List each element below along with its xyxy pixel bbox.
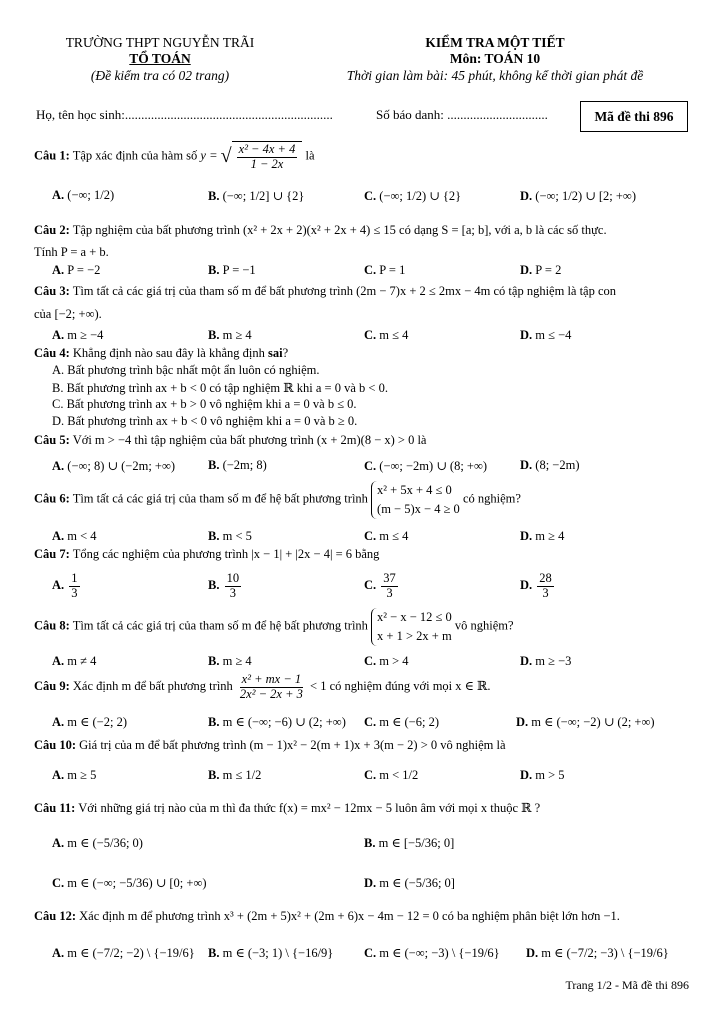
question-7: Câu 7: Tổng các nghiệm của phương trình |x − 1| + |2x − 4| = 6 bằng [34, 547, 380, 561]
q7-option-d[interactable]: D. $\frac{28}{3}$ [520, 571, 552, 600]
question-9: Câu 9: Xác định m để bất phương trình $\frac{\text{x² + mx − 1}}{\text{2x² − 2x + 3}}$ < 1 có nghiệm đúng với mọi x ∈ ℝ. [34, 672, 491, 701]
q11-option-b[interactable]: B. m ∈ [−5/36; 0] [364, 836, 455, 850]
q4-option-d[interactable]: D. Bất phương trình ax + b < 0 vô nghiệm khi a = 0 và b ≥ 0. [52, 414, 358, 428]
question-8: Câu 8: Tìm tất cả các giá trị của tham số m để hệ bất phương trình x² − x − 12 ≤ 0 x + 1 > 2x + m vô nghiệm? [34, 608, 514, 646]
question-10: Câu 10: Giá trị của m để bất phương trình (m − 1)x² − 2(m + 1)x + 3(m − 2) > 0 vô nghiệm là [34, 738, 506, 752]
q8-option-b[interactable]: B. m ≥ 4 [208, 654, 252, 668]
question-1: Câu 1: Tập xác định của hàm số y = √ $\frac{\text{x² − 4x + 4}}{1 - 2x}$ là [34, 142, 315, 171]
q7-option-b[interactable]: B. $\frac{10}{3}$ [208, 571, 240, 600]
q8-option-c[interactable]: C. m > 4 [364, 654, 409, 668]
q12-option-b[interactable]: B. m ∈ (−3; 1) \ {−16/9} [208, 946, 334, 960]
q2-option-d[interactable]: D. P = 2 [520, 263, 562, 277]
q10-option-d[interactable]: D. m > 5 [520, 768, 565, 782]
q11-option-d[interactable]: D. m ∈ (−5/36; 0] [364, 876, 455, 890]
page-footer: Trang 1/2 - Mã đề thi 896 [565, 978, 689, 992]
subject: Môn: TOÁN 10 [449, 51, 541, 66]
q5-option-b[interactable]: B. (−2m; 8) [208, 458, 267, 472]
department: TỔ TOÁN [129, 51, 191, 66]
q10-option-c[interactable]: C. m < 1/2 [364, 768, 419, 782]
question-3-line2: của [−2; +∞). [34, 307, 102, 321]
q3-option-a[interactable]: A. m ≥ −4 [52, 328, 104, 342]
q1-option-d[interactable]: D. (−∞; 1/2) ∪ [2; +∞) [520, 189, 636, 203]
q4-option-a[interactable]: A. Bất phương trình bậc nhất một ẩn luôn có nghiệm. [52, 363, 320, 377]
q6-option-c[interactable]: C. m ≤ 4 [364, 529, 409, 543]
exam-title: KIỂM TRA MỘT TIẾT [425, 35, 565, 50]
q3-option-c[interactable]: C. m ≤ 4 [364, 328, 409, 342]
q11-option-c[interactable]: C. m ∈ (−∞; −5/36) ∪ [0; +∞) [52, 876, 207, 890]
q1-option-c[interactable]: C. (−∞; 1/2) ∪ {2} [364, 189, 462, 203]
sqrt-expression: √ $\frac{\text{x² − 4x + 4}}{1 - 2x}$ [221, 141, 303, 173]
q12-option-a[interactable]: A. m ∈ (−7/2; −2) \ {−19/6} [52, 946, 195, 960]
q5-option-d[interactable]: D. (8; −2m) [520, 458, 580, 472]
q5-option-a[interactable]: A. (−∞; 8) ∪ (−2m; +∞) [52, 459, 176, 473]
q6-option-d[interactable]: D. m ≥ 4 [520, 529, 565, 543]
q6-option-a[interactable]: A. m < 4 [52, 529, 97, 543]
q11-option-a[interactable]: A. m ∈ (−5/36; 0) [52, 836, 143, 850]
q8-option-d[interactable]: D. m ≥ −3 [520, 654, 572, 668]
inequality-system: x² − x − 12 ≤ 0 x + 1 > 2x + m [371, 608, 452, 646]
q4-option-c[interactable]: C. Bất phương trình ax + b > 0 vô nghiệm khi a = 0 và b ≤ 0. [52, 397, 357, 411]
q9-option-a[interactable]: A. m ∈ (−2; 2) [52, 715, 127, 729]
q3-option-b[interactable]: B. m ≥ 4 [208, 328, 252, 342]
q4-option-b[interactable]: B. Bất phương trình ax + b < 0 có tập nghiệm ℝ khi a = 0 và b < 0. [52, 381, 388, 395]
question-2: Câu 2: Tập nghiệm của bất phương trình (x² + 2x + 2)(x² + 2x + 4) ≤ 15 có dạng S = [a; b], với a, b là các số thực. [34, 223, 607, 237]
student-name-line: Họ, tên học sinh:................................................................ [36, 107, 333, 122]
q10-option-b[interactable]: B. m ≤ 1/2 [208, 768, 262, 782]
student-id-line: Số báo danh: ............................... [376, 107, 548, 122]
q2-option-a[interactable]: A. P = −2 [52, 263, 101, 277]
q7-option-c[interactable]: C. $\frac{37}{3}$ [364, 571, 396, 600]
question-11: Câu 11: Với những giá trị nào của m thì đa thức f(x) = mx² − 12mx − 5 luôn âm với mọi x thuộc ℝ ? [34, 801, 541, 815]
q1-option-b[interactable]: B. (−∞; 1/2] ∪ {2} [208, 189, 305, 203]
question-2-line2: Tính P = a + b. [34, 245, 109, 259]
pages-note: (Đề kiểm tra có 02 trang) [90, 68, 230, 83]
q12-option-d[interactable]: D. m ∈ (−7/2; −3) \ {−19/6} [526, 946, 669, 960]
q3-option-d[interactable]: D. m ≤ −4 [520, 328, 572, 342]
q12-option-c[interactable]: C. m ∈ (−∞; −3) \ {−19/6} [364, 946, 500, 960]
question-label: Câu 1: [34, 148, 70, 163]
question-12: Câu 12: Xác định m để phương trình x³ + (2m + 5)x² + (2m + 6)x − 4m − 12 = 0 có ba nghiệm phân biệt lớn hơn −1. [34, 909, 620, 923]
question-6: Câu 6: Tìm tất cả các giá trị của tham số m để hệ bất phương trình x² + 5x + 4 ≤ 0 (m − 5)x − 4 ≥ 0 có nghiệm? [34, 481, 521, 519]
q10-option-a[interactable]: A. m ≥ 5 [52, 768, 97, 782]
school-name: TRƯỜNG THPT NGUYỄN TRÃI [65, 35, 255, 50]
q9-option-d[interactable]: D. m ∈ (−∞; −2) ∪ (2; +∞) [516, 715, 655, 729]
q1-option-a[interactable]: A. (−∞; 1/2) [52, 188, 115, 202]
q9-option-c[interactable]: C. m ∈ (−6; 2) [364, 715, 439, 729]
q2-option-c[interactable]: C. P = 1 [364, 263, 406, 277]
q6-option-b[interactable]: B. m < 5 [208, 529, 252, 543]
question-3: Câu 3: Tìm tất cả các giá trị của tham số m để bất phương trình (2m − 7)x + 2 ≤ 2mx − 4m có tập nghiệm là tập con [34, 284, 617, 298]
q7-option-a[interactable]: A. $\frac{1}{3}$ [52, 571, 78, 600]
question-4: Câu 4: Khẳng định nào sau đây là khẳng định sai? [34, 346, 289, 360]
exam-code-box: Mã đề thi 896 [580, 101, 688, 132]
inequality-system: x² + 5x + 4 ≤ 0 (m − 5)x − 4 ≥ 0 [371, 481, 460, 519]
time-note: Thời gian làm bài: 45 phút, không kể thời gian phát đề [346, 68, 644, 83]
q5-option-c[interactable]: C. (−∞; −2m) ∪ (8; +∞) [364, 459, 488, 473]
q2-option-b[interactable]: B. P = −1 [208, 263, 256, 277]
question-5: Câu 5: Với m > −4 thì tập nghiệm của bất phương trình (x + 2m)(8 − x) > 0 là [34, 433, 427, 447]
q8-option-a[interactable]: A. m ≠ 4 [52, 654, 97, 668]
q9-option-b[interactable]: B. m ∈ (−∞; −6) ∪ (2; +∞) [208, 715, 346, 729]
